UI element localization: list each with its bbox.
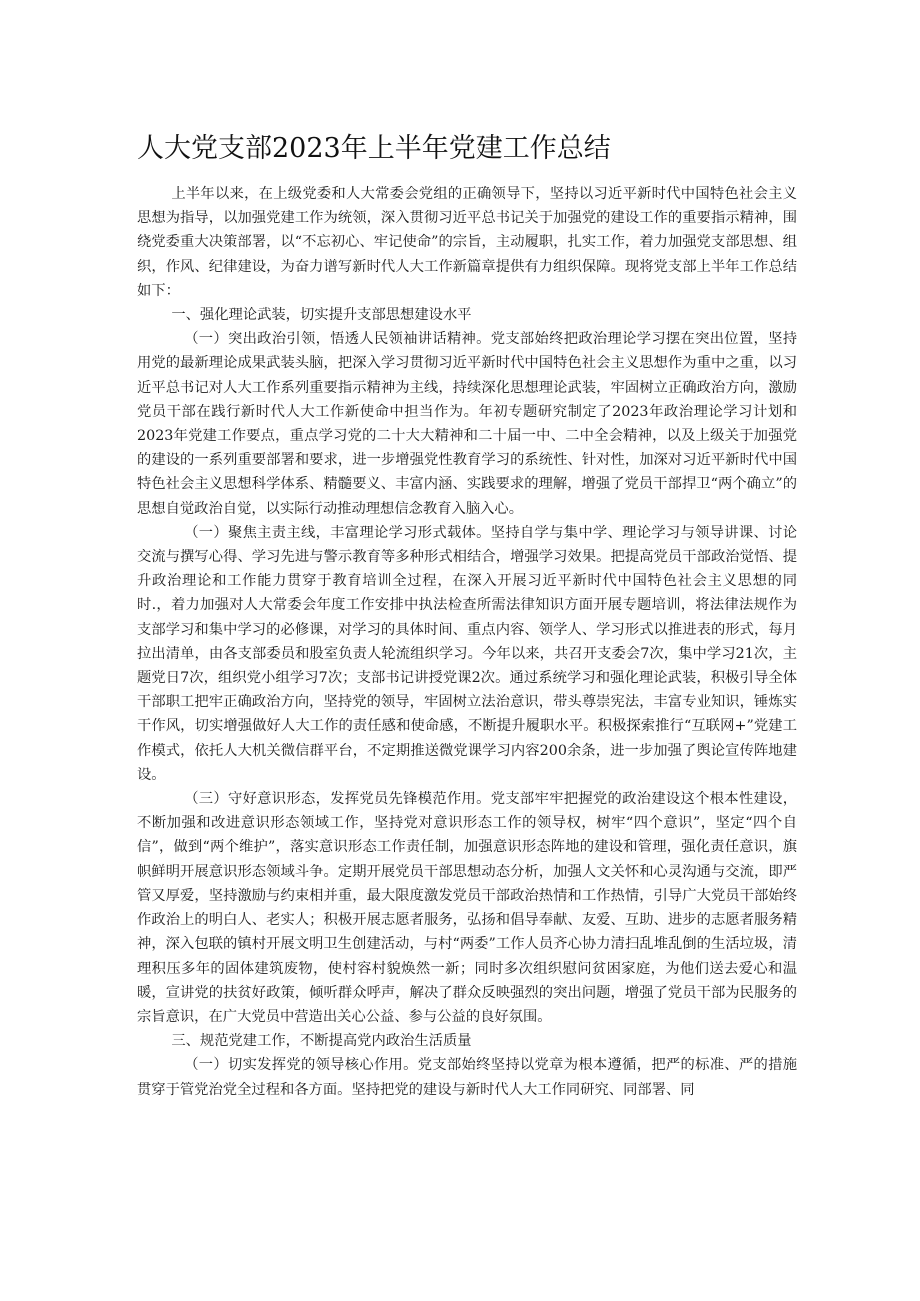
section-1-paragraph-2: （一）聚焦主责主线，丰富理论学习形式载体。坚持自学与集中学、理论学习与领导讲课、讨论交流与撰写心得、学习先进与警示教育等多种形式相结合，增强学习效果。把提高党员干部政治觉悟、提升政治理论和工作能力贯穿于教育培训全过程，在深入开展习近平新时代中国特色社会主义思想的同时.，着力加强对人大常委会年度工作安排中执法检查所需法律知识方面开展专题培训，将法律法规作为支部学习和集中学习的必修课，对学习的具体时间、重点内容、领学人、学习形式以推进表的形式，每月拉出清单，由各支部委员和股室负责人轮流组织学习。今年以来，共召开支委会7次，集中学习21次，主题党日7次，组织党小组学习7次；支部书记讲授党课2次。通过系统学习和强化理论武装，积极引导全体干部职工把牢正确政治方向，坚持党的领导，牢固树立法治意识，带头尊崇宪法，丰富专业知识，锤炼实干作风，切实增强做好人大工作的责任感和使命感，不断提升履职水平。积极探索推行“互联网+”党建工作模式，依托人大机关微信群平台，不定期推送微党课学习内容200余条，进一步加强了舆论宣传阵地建设。 (137, 524, 797, 783)
section-3-heading: 三、规范党建工作，不断提高党内政治生活质量 (171, 1033, 472, 1050)
intro-paragraph: 上半年以来，在上级党委和人大常委会党组的正确领导下，坚持以习近平新时代中国特色社会主义思想为指导，以加强党建工作为统领，深入贯彻习近平总书记关于加强党的建设工作的重要指示精神，围绕党委重大决策部署，以“不忘初心、牢记使命”的宗旨，主动履职，扎实工作，着力加强党支部思想、组织，作风、纪律建设，为奋力谱写新时代人大工作新篇章提供有力组织保障。现将党支部上半年工作总结如下： (137, 186, 797, 299)
section-1-paragraph-1: （一）突出政治引领，悟透人民领袖讲话精神。党支部始终把政治理论学习摆在突出位置，坚持用党的最新理论成果武装头脑，把深入学习贯彻习近平新时代中国特色社会主义思想作为重中之重，以习近平总书记对人大工作系列重要指示精神为主线，持续深化思想理论武装，牢固树立正确政治方向，激励党员干部在践行新时代人大工作新使命中担当作为。年初专题研究制定了2023年政治理论学习计划和2023年党建工作要点，重点学习党的二十大大精神和二十届一中、二中全会精神，以及上级关于加强党的建设的一系列重要部署和要求，进一步增强党性教育学习的系统性、针对性，加深对习近平新时代中国特色社会主义思想科学体系、精髓要义、丰富内涵、实践要求的理解，增强了党员干部捍卫“两个确立”的思想自觉政治自觉，以实际行动推动理想信念教育入脑入心。 (137, 331, 797, 517)
section-3-paragraph-1: （一）切实发挥党的领导核心作用。党支部始终坚持以党章为根本遵循，把严的标准、严的措施贯穿于管党治党全过程和各方面。坚持把党的建设与新时代人大工作同研究、同部署、同 (137, 1057, 797, 1098)
section-1-paragraph-3: （三）守好意识形态，发挥党员先锋模范作用。党支部牢牢把握党的政治建设这个根本性建设，不断加强和改进意识形态领域工作，坚持党对意识形态工作的领导权，树牢“四个意识”，坚定“四个自信”，做到“两个维护”，落实意识形态工作责任制，加强意识形态阵地的建设和管理，强化责任意识，旗帜鲜明开展意识形态领域斗争。定期开展党员干部思想动态分析，加强人文关怀和心灵沟通与交流，即严管又厚爱，坚持激励与约束相并重，最大限度激发党员干部政治热情和工作热情，引导广大党员干部始终作政治上的明白人、老实人；积极开展志愿者服务，弘扬和倡导奉献、友爱、互助、进步的志愿者服务精神，深入包联的镇村开展文明卫生创建活动，与村“两委”工作人员齐心协力清扫乱堆乱倒的生活垃圾，清理积压多年的固体建筑废物，使村容村貌焕然一新；同时多次组织慰问贫困家庭，为他们送去爱心和温暖，宣讲党的扶贫好政策，倾听群众呼声，解决了群众反映强烈的突出问题，增强了党员干部为民服务的宗旨意识，在广大党员中营造出关心公益、参与公益的良好氛围。 (137, 791, 797, 1025)
document-page (137, 128, 797, 1102)
document-title: 人大党支部2023年上半年党建工作总结 (137, 133, 611, 164)
section-1-heading: 一、强化理论武装，切实提升支部思想建设水平 (171, 307, 472, 324)
